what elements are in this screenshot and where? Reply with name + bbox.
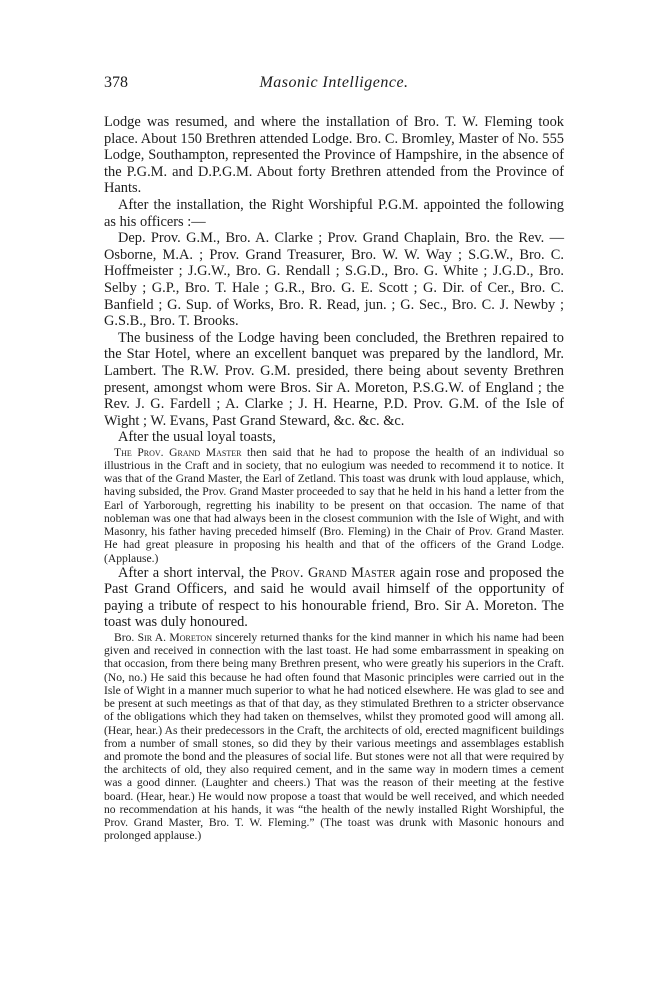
paragraph-banquet: The business of the Lodge having been concluded, the Brethren repaired to the Star Hotel, where an excellent banquet was prepared by the landlord, Mr. Lambert. The R.W. Prov. G.M. presided, there being about seventy Brethren present, amongst whom were Bros. Sir A. Moreton, P.S.G.W. of England ; the Rev. J. G. Fardell ; A. Clarke ; J. H. Hearne, P.D. Prov. G.M. of the Isle of Wight ; W. Evans, Past Grand Steward, &c. &c. &c. (104, 329, 564, 429)
paragraph-text: again rose and proposed the Past Grand Officers, and said he would avail himself of the opportunity of paying a tribute of respect to his honourable friend, Bro. Sir A. Moreton. The toast was duly honoured. (104, 564, 564, 631)
book-page (104, 74, 564, 842)
paragraph-text: After a short interval, the (118, 564, 271, 581)
paragraph-moreton-reply (104, 631, 564, 842)
paragraph-text: sincerely returned thanks for the kind manner in which his name had been given and received in connection with the last toast. He had some embarrassment in speaking on that occasion, from there being many Brethren present, who were greatly his superiors in the Craft. (No, no.) He said this because he had often found that Masonic principles were carried out in the Isle of Wight in a manner much superior to what he had noticed elsewhere. He was glad to see and be present at such meetings as that of that day, as they stimulated Brethren to a stricter observance of the obligations which they had taken on themselves, whilst they promoted good will among all. (Hear, hear.) As their predecessors in the Craft, the architects of old, erected magnificent buildings from a number of small stones, so did they by their various meetings and assemblages establish and promote the bond and the pleasures of social life. But stones were not all that were required by the architects of old, they also required cement, and in the same way in modern times a cement was a good dinner. (Laughter and cheers.) That was the reason of their meeting at the festive board. (Hear, hear.) He would now propose a toast that would be well received, and which needed no recommendation at his hands, it was “the health of the newly installed Right Worshipful, the Prov. Grand Master, Bro. T. W. Fleming.” (The toast was drunk with Masonic honours and prolonged applause.) (104, 631, 565, 843)
speaker-name: Sir A. Moreton (137, 631, 213, 645)
paragraph-officers-intro: After the installation, the Right Worshipful P.G.M. appointed the following as his officers :— (104, 196, 564, 230)
speaker-name: The Prov. Grand Master (114, 445, 242, 459)
page-header (104, 74, 564, 98)
paragraph-officers-list: Dep. Prov. G.M., Bro. A. Clarke ; Prov. Grand Chaplain, Bro. the Rev. — Osborne, M.A. ; Prov. Grand Treasurer, Bro. W. W. Way ; S.G.W., Bro. C. Hoffmeister ; J.G.W., Bro. G. Rendall ; S.G.D., Bro. G. White ; J.G.D., Bro. Selby ; G.P., Bro. T. Hale ; G.R., Bro. G. E. Scott ; G. Dir. of Cer., Bro. C. Banfield ; G. Sup. of Works, Bro. R. Read, jun. ; G. Sec., Bro. C. J. Newby ; G.S.B., Bro. T. Brooks. (104, 230, 564, 330)
article-body (104, 114, 564, 842)
paragraph-loyal-toasts: After the usual loyal toasts, (118, 429, 276, 446)
paragraph-installation: Lodge was resumed, and where the installation of Bro. T. W. Fleming took place. About 150 Brethren attended Lodge. Bro. C. Bromley, Master of No. 555 Lodge, Southampton, represented the Province of Hampshire, in the absence of the P.G.M. and D.P.G.M. About forty Brethren attended from the Province of Hants. (104, 114, 564, 197)
page-number: 378 (104, 74, 128, 91)
paragraph-past-grand-officers (104, 565, 564, 631)
speaker-name: Prov. Grand Master (270, 564, 396, 581)
running-title: Masonic Intelligence. (259, 74, 409, 91)
paragraph-text: Bro. (114, 631, 138, 645)
paragraph-text: then said that he had to propose the health of an individual so illustrious in the Craft and in society, that no eulogium was needed to recommend it to notice. It was that of the Grand Master, the Earl of Zetland. This toast was drunk with loud applause, which, having subsided, the Prov. Grand Master proceeded to say that he held in his hand a letter from the Earl of Yarborough, regretting his inability to be present on that occasion. The name of that nobleman was one that had always been in the closest communion with the Isle of Wight, and with Masonry, his father having preceded himself (Bro. Fleming) in the Chair of Prov. Grand Master. He had great pleasure in proposing his health and that of the officers of the Grand Lodge. (Applause.) (104, 445, 564, 565)
paragraph-grand-master-toast (104, 446, 564, 565)
